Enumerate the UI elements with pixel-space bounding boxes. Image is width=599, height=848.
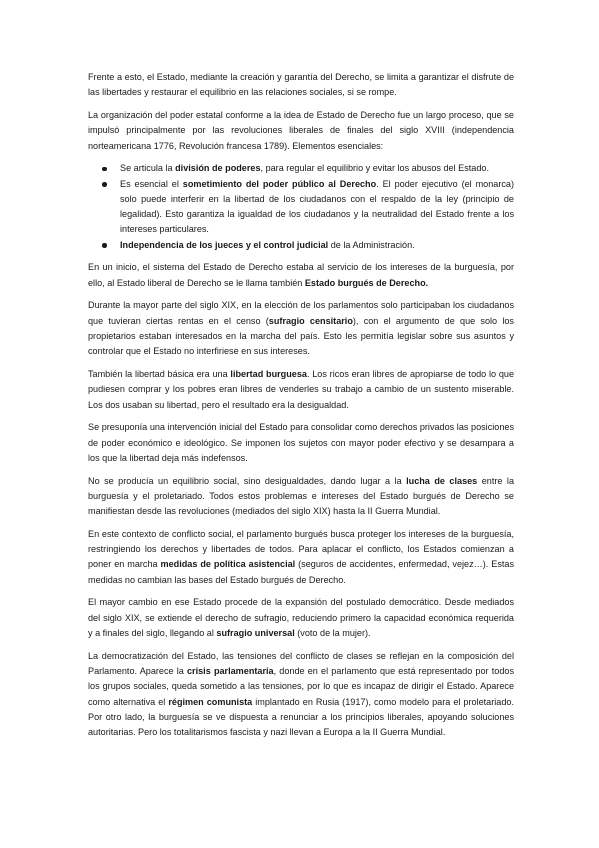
paragraph-5: [88, 367, 514, 413]
paragraph-7: [88, 474, 514, 520]
list-item-bold: sometimiento del poder público al Derecho: [182, 178, 377, 189]
paragraph-text: Durante la mayor parte del siglo XIX, en la elección de los parlamentos solo participaban los ciudadanos que tuvieran ciertas rentas en el censo (: [88, 300, 514, 326]
document-page: [88, 70, 514, 748]
paragraph-bold: lucha de clases: [406, 475, 478, 486]
paragraph-text: En un inicio, el sistema del Estado de Derecho estaba al servicio de los intereses de la burguesía, por ello, al Estado liberal de Derecho se le llama también: [88, 262, 514, 288]
paragraph-bold: libertad burguesa: [230, 369, 307, 379]
paragraph-text: ), con el argumento de que solo los propietarios estaban interesados en la marcha del país. Esto les permitía legislar sobre sus asuntos y controlar que el Estado no interfiriese en sus intereses.: [88, 315, 514, 357]
bullet-icon: [102, 243, 107, 248]
essential-elements-list: [88, 161, 514, 253]
paragraph-bold: sufragio censitario: [268, 315, 353, 326]
list-item-text: , para regular el equilibrio y evitar los abusos del Estado.: [260, 163, 489, 174]
paragraph-bold: régimen comunista: [168, 696, 253, 707]
list-item-bold: Independencia de los jueces y el control judicial: [120, 239, 329, 250]
paragraph-text: entre la burguesía y el proletariado. Todos estos problemas e intereses del Estado burgués de Derecho se manifiestan desde las revoluciones (mediados del siglo XIX) hasta la II Guerra Mundial.: [88, 475, 515, 517]
list-item: [120, 161, 514, 176]
paragraph-text: El mayor cambio en ese Estado procede de la expansión del postulado democrático. Desde mediados del siglo XIX, se extiende el derecho de sufragio, reduciendo primero la capacidad económica requerida y a finales del siglo, llegando al: [88, 597, 514, 639]
paragraph-bold: crisis parlamentaria: [187, 666, 274, 676]
list-item-text: Se articula la: [120, 163, 176, 174]
paragraph-4: [88, 298, 514, 359]
paragraph-6: Se presuponía una intervención inicial del Estado para consolidar como derechos privados las posiciones de poder económico e ideológico. Se imponen los sujetos con mayor poder efectivo y se desampara a los que la libertad deja más indefensos.: [88, 422, 514, 463]
paragraph-text: (voto de la mujer).: [294, 628, 371, 639]
paragraph-3: [88, 260, 514, 291]
list-item-text: de la Administración.: [328, 239, 415, 250]
bullet-icon: [102, 167, 107, 172]
paragraph-text: (seguros de accidentes, enfermedad, vejez…). Estas medidas no cambian las bases del Estado burgués de Derecho.: [88, 559, 514, 585]
paragraph-10: [88, 649, 514, 741]
paragraph-2: La organización del poder estatal conforme a la idea de Estado de Derecho fue un largo proceso, que se impulsó principalmente por las revoluciones liberales de finales del siglo XVIII (independencia norteamericana 1776, Revolución francesa 1789). Elementos esenciales:: [88, 109, 514, 151]
paragraph-text: implantado en Rusia (1917), como modelo para el proletariado. Por otro lado, la burguesía se ve dispuesta a renunciar a los principios liberales, apoyando soluciones autoritarias. Pero los totalitarismos fascista y nazi llevan a Europa a la II Guerra Mundial.: [88, 696, 514, 738]
paragraph-9: [88, 595, 514, 641]
paragraph-text: . Los ricos eran libres de apropiarse de todo lo que pudiesen comprar y los pobres eran libres de venderles su trabajo a cambio de un sustento miserable. Los dos usaban su libertad, pero el resultado era la desigualdad.: [88, 369, 515, 410]
paragraph-8: [88, 527, 514, 588]
paragraph-text: También la libertad básica era una: [88, 369, 231, 379]
list-item: [120, 177, 514, 238]
paragraph-bold: Estado burgués de Derecho.: [304, 277, 429, 288]
list-item-bold: división de poderes: [175, 163, 261, 174]
paragraph-bold: medidas de política asistencial: [160, 559, 296, 570]
list-item-text: Es esencial el: [120, 178, 183, 189]
paragraph-text: No se producía un equilibrio social, sino desigualdades, dando lugar a la: [88, 475, 407, 486]
bullet-icon: [102, 182, 107, 187]
paragraph-text: , donde en el parlamento que está representado por todos los grupos sociales, queda sometido a las tensiones, por lo que es incapaz de dirigir el Estado. Aparece como alternativa el: [88, 666, 514, 707]
paragraph-text: En este contexto de conflicto social, el parlamento burgués busca proteger los intereses de la burguesía, restringiendo los derechos y libertades de todos. Para aplacar el conflicto, los Estados comienzan a poner en marcha: [88, 528, 514, 570]
list-item: [120, 238, 514, 253]
list-item-text: . El poder ejecutivo (el monarca) solo puede interferir en la libertad de los ciudadanos con el respaldo de la ley (principio de legalidad). Esto garantiza la igualdad de los ciudadanos y la neutralidad del Estado frente a los intereses particulares.: [120, 178, 514, 235]
paragraph-1: Frente a esto, el Estado, mediante la creación y garantía del Derecho, se limita a garantizar el disfrute de las libertades y restaurar el equilibrio en las relaciones sociales, si se rompe.: [88, 72, 514, 98]
paragraph-text: La democratización del Estado, las tensiones del conflicto de clases se reflejan en la composición del Parlamento. Aparece la: [88, 650, 514, 676]
paragraph-bold: sufragio universal: [216, 628, 295, 639]
